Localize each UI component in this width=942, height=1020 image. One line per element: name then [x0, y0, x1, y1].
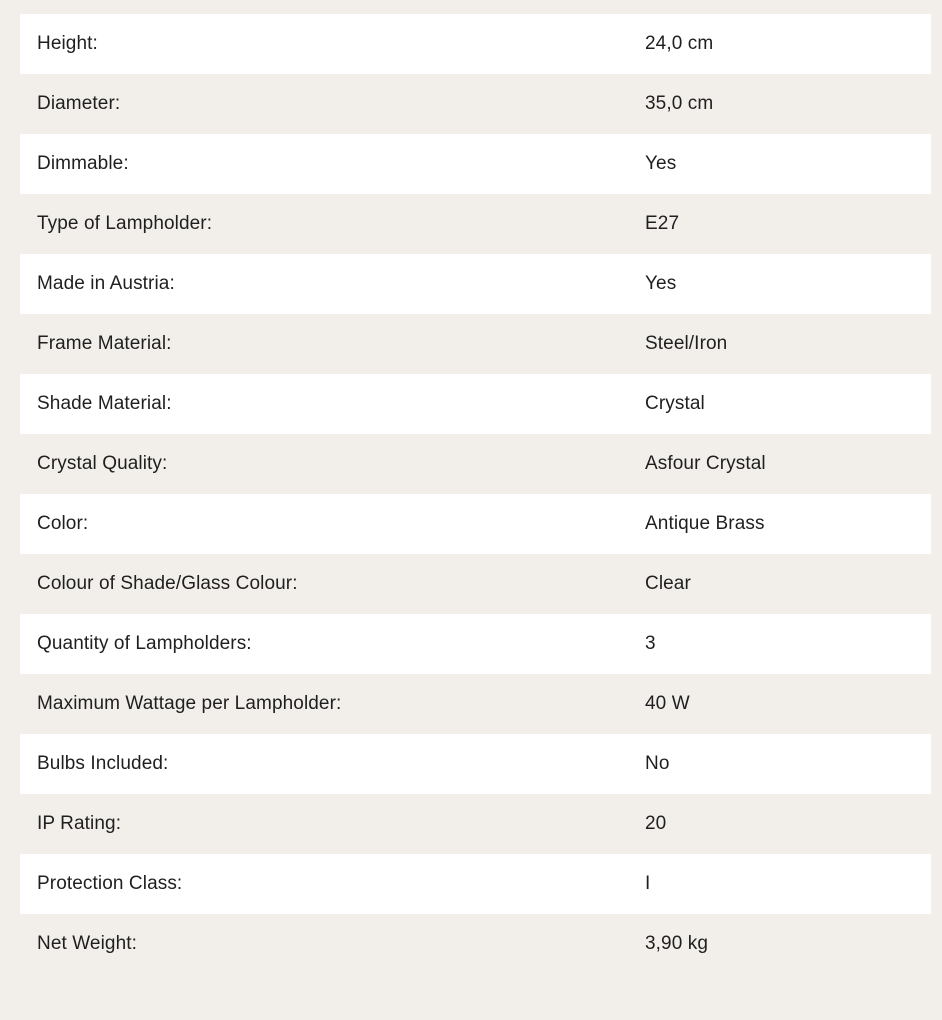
spec-label: Maximum Wattage per Lampholder:: [37, 693, 342, 714]
spec-value: I: [645, 873, 651, 894]
spec-row-protection-class: [20, 854, 931, 914]
spec-value: 3,90 kg: [645, 933, 709, 954]
spec-label: Protection Class:: [37, 873, 183, 894]
spec-value: E27: [645, 213, 680, 234]
spec-table: [20, 14, 931, 974]
spec-row-shade-colour: [20, 554, 931, 614]
spec-value: Yes: [645, 273, 677, 294]
spec-row-dimmable: [20, 134, 931, 194]
spec-row-crystal-quality: [20, 434, 931, 494]
spec-value: Antique Brass: [645, 513, 765, 534]
spec-row-height: [20, 14, 931, 74]
spec-row-color: [20, 494, 931, 554]
spec-label: Colour of Shade/Glass Colour:: [37, 573, 298, 594]
spec-value: Yes: [645, 153, 677, 174]
spec-label: Dimmable:: [37, 153, 129, 174]
spec-row-shade-material: [20, 374, 931, 434]
spec-row-lampholder-quantity: [20, 614, 931, 674]
spec-value: Clear: [645, 573, 691, 594]
spec-value: Steel/Iron: [645, 333, 728, 354]
spec-label: Color:: [37, 513, 89, 534]
spec-label: Net Weight:: [37, 933, 138, 954]
spec-label: Made in Austria:: [37, 273, 175, 294]
spec-value: 40 W: [645, 693, 690, 714]
spec-label: Bulbs Included:: [37, 753, 169, 774]
spec-label: Shade Material:: [37, 393, 172, 414]
spec-label: Diameter:: [37, 93, 121, 114]
spec-row-diameter: [20, 74, 931, 134]
spec-row-made-in-austria: [20, 254, 931, 314]
spec-value: Asfour Crystal: [645, 453, 766, 474]
spec-row-net-weight: [20, 914, 931, 974]
spec-row-ip-rating: [20, 794, 931, 854]
spec-value: 24,0 cm: [645, 33, 714, 54]
spec-value: Crystal: [645, 393, 705, 414]
spec-row-max-wattage: [20, 674, 931, 734]
spec-row-frame-material: [20, 314, 931, 374]
spec-row-bulbs-included: [20, 734, 931, 794]
spec-label: Quantity of Lampholders:: [37, 633, 252, 654]
spec-label: Type of Lampholder:: [37, 213, 213, 234]
spec-value: 20: [645, 813, 667, 834]
spec-row-lampholder-type: [20, 194, 931, 254]
spec-label: Height:: [37, 33, 98, 54]
spec-value: 3: [645, 633, 656, 654]
spec-label: Frame Material:: [37, 333, 172, 354]
spec-value: No: [645, 753, 670, 774]
spec-value: 35,0 cm: [645, 93, 714, 114]
spec-label: Crystal Quality:: [37, 453, 168, 474]
spec-label: IP Rating:: [37, 813, 122, 834]
